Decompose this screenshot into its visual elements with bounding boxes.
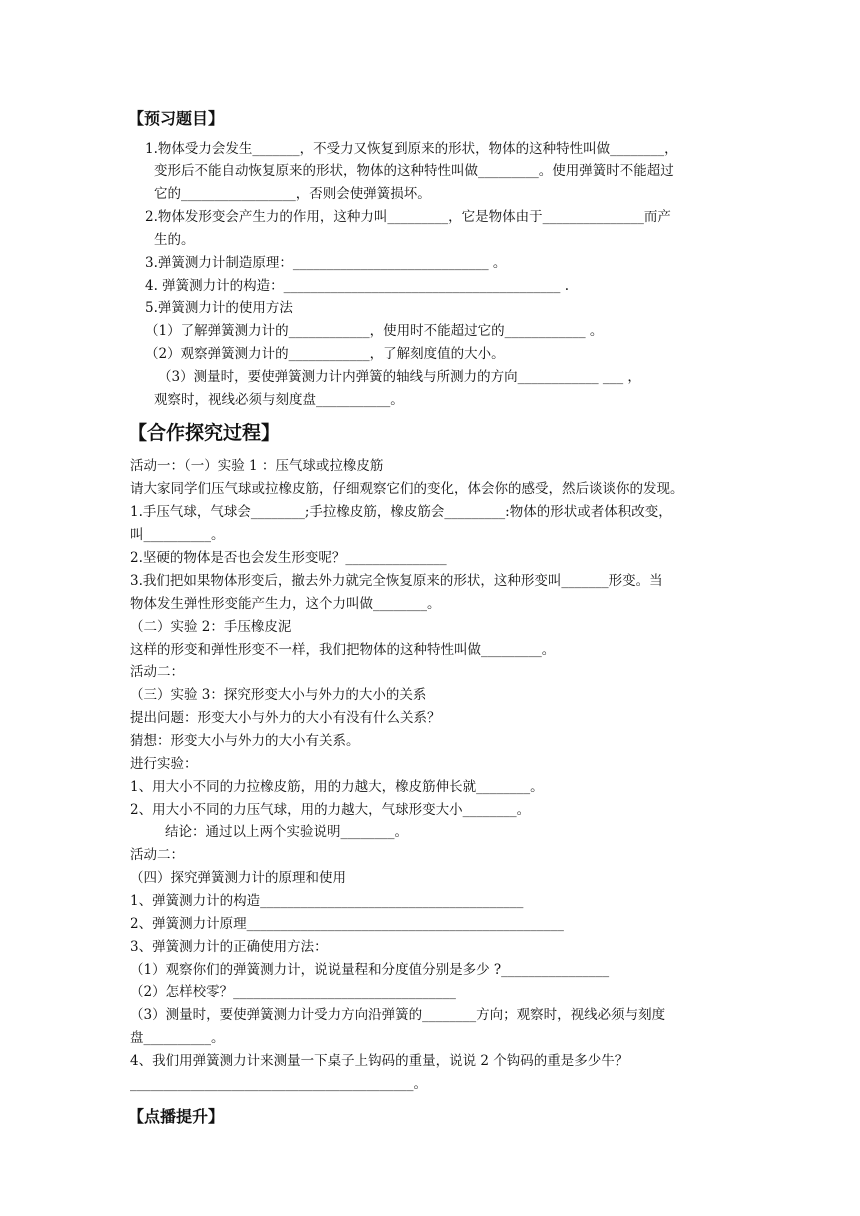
process-line-1: 活动一：（一）实验 1 ：压气球或拉橡皮筋 xyxy=(130,458,384,474)
process-line-25: （3）测量时，要使弹簧测力计受力方向沿弹簧的________方向；观察时，视线必须与刻度 xyxy=(130,1007,666,1023)
preview-line-1: 1.物体受力会发生_______，不受力又恢复到原来的形状，物体的这种特性叫做________， xyxy=(145,141,678,157)
process-line-4: 叫__________。 xyxy=(130,527,225,543)
preview-line-7: 4. 弹簧测力计的构造：_________________________________________ . xyxy=(145,278,570,294)
preview-line-9: （1）了解弹簧测力计的____________，使用时不能超过它的____________ 。 xyxy=(145,323,604,339)
preview-line-3: 它的_________________，否则会使弹簧损坏。 xyxy=(154,186,431,202)
process-line-27: 4、我们用弹簧测力计来测量一下桌子上钩码的重量，说说 2 个钩码的重是多少牛？ xyxy=(130,1053,629,1069)
process-line-9: 这样的形变和弹性形变不一样，我们把物体的这种特性叫做_________。 xyxy=(130,642,556,658)
process-line-5: 2.坚硬的物体是否也会发生形变呢？_______________ xyxy=(130,550,447,566)
process-line-20: 1、弹簧测力计的构造_______________________________________ xyxy=(130,893,524,909)
preview-line-11: （3）测量时，要使弹簧测力计内弹簧的轴线与所测力的方向____________ ___ ， xyxy=(158,369,641,385)
process-line-28: __________________________________________。 xyxy=(130,1076,427,1092)
preview-line-2: 变形后不能自动恢复原来的形状，物体的这种特性叫做_________。使用弹簧时不能超过 xyxy=(154,163,674,179)
process-line-22: 3、弹簧测力计的正确使用方法： xyxy=(130,939,328,955)
process-line-7: 物体发生弹性形变能产生力，这个力叫做________。 xyxy=(130,596,441,612)
process-line-17: 结论：通过以上两个实验说明________。 xyxy=(165,824,408,840)
process-line-6: 3.我们把如果物体形变后，撤去外力就完全恢复原来的形状，这种形变叫_______形变。当 xyxy=(130,573,663,589)
tips-heading: 【点播提升】 xyxy=(128,1107,225,1126)
process-line-2: 请大家同学们压气球或拉橡皮筋，仔细观察它们的变化，体会你的感受，然后谈谈你的发现。 xyxy=(130,481,684,497)
process-line-26: 盘__________。 xyxy=(130,1030,225,1046)
preview-line-12: 观察时，视线必须与刻度盘___________。 xyxy=(154,392,404,408)
process-line-14: 进行实验： xyxy=(130,756,198,772)
process-line-10: 活动二： xyxy=(130,664,184,680)
process-line-11: （三）实验 3：探究形变大小与外力的大小的关系 xyxy=(130,687,427,703)
process-line-12: 提出问题：形变大小与外力的大小有没有什么关系？ xyxy=(130,710,441,726)
process-line-15: 1、用大小不同的力拉橡皮筋，用的力越大，橡皮筋伸长就________。 xyxy=(130,779,544,795)
process-line-13: 猜想：形变大小与外力的大小有关系。 xyxy=(130,733,360,749)
process-heading: 【合作探究过程】 xyxy=(128,422,281,444)
process-line-8: （二）实验 2：手压橡皮泥 xyxy=(130,619,292,635)
preview-heading: 【预习题目】 xyxy=(128,109,225,128)
process-line-23: （1）观察你们的弹簧测力计，说说量程和分度值分别是多少 ?________________ xyxy=(130,962,610,978)
preview-line-10: （2）观察弹簧测力计的____________，了解刻度值的大小。 xyxy=(145,346,505,362)
preview-line-5: 生的。 xyxy=(154,232,195,248)
preview-line-4: 2.物体发形变会产生力的作用，这种力叫_________，它是物体由于_______________而产 xyxy=(145,209,671,225)
process-line-21: 2、弹簧测力计原理_______________________________________________ xyxy=(130,916,564,932)
process-line-3: 1.手压气球，气球会________;手拉橡皮筋，橡皮筋会_________:物体的形状或者体积改变， xyxy=(130,504,672,520)
process-line-16: 2、用大小不同的力压气球，用的力越大，气球形变大小________。 xyxy=(130,802,531,818)
process-line-19: （四）探究弹簧测力计的原理和使用 xyxy=(130,870,346,886)
process-line-24: （2）怎样校零？_________________________________ xyxy=(130,984,456,1000)
preview-line-6: 3.弹簧测力计制造原理：_____________________________ 。 xyxy=(145,255,507,271)
process-line-18: 活动二： xyxy=(130,847,184,863)
preview-line-8: 5.弹簧测力计的使用方法 xyxy=(145,300,293,316)
